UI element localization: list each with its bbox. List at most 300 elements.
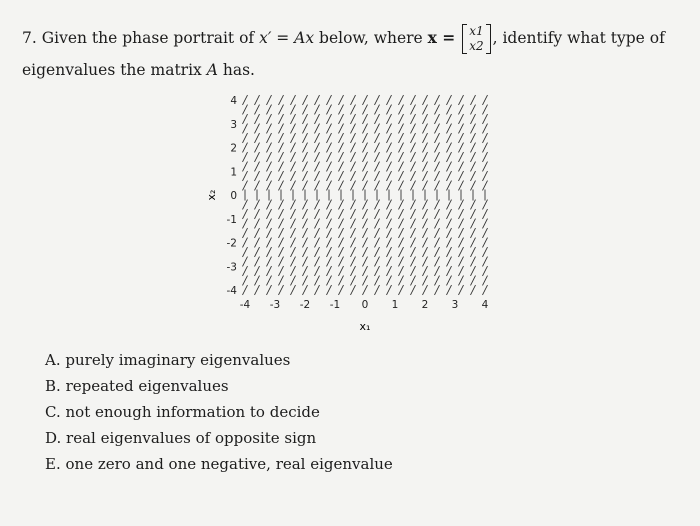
direction-arrow <box>399 257 404 267</box>
direction-arrow <box>399 133 404 143</box>
direction-arrow <box>255 228 260 238</box>
direction-arrow <box>375 181 380 191</box>
direction-arrow <box>471 228 476 238</box>
direction-arrow <box>411 247 416 257</box>
direction-arrow <box>399 181 404 191</box>
direction-arrow <box>375 114 380 124</box>
direction-arrow <box>483 238 488 248</box>
direction-arrow <box>399 143 404 153</box>
direction-arrow <box>375 209 380 219</box>
direction-arrow <box>327 257 332 267</box>
direction-arrow <box>435 114 440 124</box>
direction-arrow <box>435 171 440 181</box>
direction-arrow <box>435 266 440 276</box>
question-middle: below, where <box>314 29 428 47</box>
direction-arrow <box>435 162 440 172</box>
direction-arrow <box>267 238 272 248</box>
direction-arrow <box>387 238 392 248</box>
y-tick-label: 2 <box>230 142 237 155</box>
direction-arrow <box>339 105 344 115</box>
direction-arrow <box>471 209 476 219</box>
direction-arrow <box>339 285 344 295</box>
direction-arrow <box>459 114 464 124</box>
direction-arrow <box>411 257 416 267</box>
direction-arrow <box>447 238 452 248</box>
x-tick-label: -3 <box>269 299 281 311</box>
direction-arrow <box>375 162 380 172</box>
direction-arrow <box>483 114 488 124</box>
direction-arrow <box>327 276 332 286</box>
direction-arrow <box>267 105 272 115</box>
direction-arrow <box>339 200 344 210</box>
y-tick-labels <box>227 95 238 297</box>
direction-arrow <box>399 228 404 238</box>
direction-arrow <box>387 228 392 238</box>
direction-arrow <box>291 247 296 257</box>
direction-arrow <box>375 266 380 276</box>
direction-arrow <box>267 266 272 276</box>
direction-arrow <box>483 219 488 229</box>
direction-arrow <box>267 209 272 219</box>
direction-arrow <box>255 285 260 295</box>
direction-arrow <box>291 171 296 181</box>
direction-arrow <box>459 276 464 286</box>
direction-arrow <box>363 285 368 295</box>
direction-arrow <box>255 95 260 105</box>
direction-arrow <box>351 124 356 134</box>
direction-arrow <box>375 133 380 143</box>
direction-arrow <box>435 152 440 162</box>
direction-arrow <box>387 95 392 105</box>
direction-arrow <box>291 266 296 276</box>
direction-arrow <box>411 162 416 172</box>
direction-arrow <box>315 124 320 134</box>
direction-arrow <box>471 285 476 295</box>
direction-arrow <box>243 266 248 276</box>
direction-arrow <box>411 152 416 162</box>
direction-arrow <box>423 143 428 153</box>
direction-arrow <box>327 266 332 276</box>
direction-arrow <box>339 266 344 276</box>
direction-arrow <box>339 228 344 238</box>
direction-arrow <box>423 95 428 105</box>
direction-arrow <box>387 209 392 219</box>
direction-arrow <box>483 95 488 105</box>
direction-arrow <box>375 228 380 238</box>
direction-arrow <box>279 238 284 248</box>
direction-arrow <box>279 219 284 229</box>
answer-options <box>45 347 393 477</box>
direction-arrow <box>255 257 260 267</box>
direction-arrow <box>315 200 320 210</box>
direction-arrow <box>363 143 368 153</box>
direction-arrow <box>351 200 356 210</box>
direction-arrow <box>375 105 380 115</box>
direction-arrow <box>483 247 488 257</box>
direction-arrow <box>351 114 356 124</box>
direction-arrow <box>279 257 284 267</box>
direction-arrow <box>387 133 392 143</box>
direction-arrow <box>303 219 308 229</box>
direction-arrow <box>363 181 368 191</box>
direction-arrow <box>327 152 332 162</box>
direction-arrow <box>447 219 452 229</box>
direction-arrow <box>471 143 476 153</box>
direction-arrow <box>387 114 392 124</box>
direction-arrow <box>483 133 488 143</box>
direction-arrow <box>435 209 440 219</box>
direction-arrow <box>411 181 416 191</box>
direction-arrow <box>435 133 440 143</box>
direction-arrow <box>255 266 260 276</box>
direction-arrow <box>423 266 428 276</box>
direction-arrow <box>483 209 488 219</box>
direction-arrow <box>399 105 404 115</box>
x-tick-label: 3 <box>451 299 459 311</box>
option-a[interactable]: A. purely imaginary eigenvalues <box>45 351 291 369</box>
option-e[interactable]: E. one zero and one negative, real eigenvalue <box>45 455 393 473</box>
direction-arrow <box>483 276 488 286</box>
direction-arrow <box>291 124 296 134</box>
direction-arrow <box>279 124 284 134</box>
direction-arrow <box>243 95 248 105</box>
direction-arrow <box>255 105 260 115</box>
question-line2-end: has. <box>217 61 255 79</box>
direction-arrow <box>315 143 320 153</box>
direction-arrow <box>363 95 368 105</box>
direction-arrow <box>363 209 368 219</box>
direction-arrow <box>459 181 464 191</box>
vector-entry-2: x2 <box>469 39 484 53</box>
direction-arrow <box>483 228 488 238</box>
direction-arrow <box>363 238 368 248</box>
direction-arrow <box>375 200 380 210</box>
direction-arrow <box>267 171 272 181</box>
direction-arrow <box>339 247 344 257</box>
direction-arrow <box>363 152 368 162</box>
direction-arrow <box>447 124 452 134</box>
x-tick-label: -4 <box>239 299 251 311</box>
direction-arrow <box>303 238 308 248</box>
direction-arrow <box>303 228 308 238</box>
direction-arrow <box>279 276 284 286</box>
direction-arrow <box>279 143 284 153</box>
direction-arrow <box>447 285 452 295</box>
direction-arrow <box>387 285 392 295</box>
question-line1-end: , identify what type of <box>492 29 665 47</box>
direction-arrow <box>471 247 476 257</box>
direction-arrow <box>279 228 284 238</box>
direction-arrow <box>255 124 260 134</box>
direction-arrow <box>399 162 404 172</box>
direction-arrow <box>411 266 416 276</box>
direction-arrow <box>447 228 452 238</box>
direction-arrow <box>351 276 356 286</box>
direction-arrow <box>483 162 488 172</box>
direction-arrow <box>279 266 284 276</box>
direction-arrow <box>423 152 428 162</box>
direction-arrow <box>399 247 404 257</box>
direction-arrow <box>459 257 464 267</box>
direction-arrow <box>255 200 260 210</box>
direction-arrow <box>471 200 476 210</box>
direction-arrow <box>411 95 416 105</box>
direction-arrow <box>291 133 296 143</box>
direction-arrow <box>243 219 248 229</box>
direction-arrow <box>375 238 380 248</box>
direction-arrow <box>327 143 332 153</box>
direction-arrow <box>411 124 416 134</box>
direction-arrow <box>279 152 284 162</box>
direction-arrow <box>339 181 344 191</box>
x-tick-labels <box>240 299 489 311</box>
direction-arrow <box>339 143 344 153</box>
equation: x′ = Ax <box>259 29 315 47</box>
direction-arrow <box>339 238 344 248</box>
x-tick-label: -1 <box>329 299 341 311</box>
direction-arrow <box>351 219 356 229</box>
direction-arrow <box>339 219 344 229</box>
direction-arrow <box>267 95 272 105</box>
direction-arrow <box>363 171 368 181</box>
direction-arrow <box>267 247 272 257</box>
direction-arrow <box>279 133 284 143</box>
direction-arrow <box>315 257 320 267</box>
direction-arrow <box>327 124 332 134</box>
y-tick-label: -3 <box>226 261 237 274</box>
option-b[interactable]: B. repeated eigenvalues <box>45 377 229 395</box>
direction-arrow <box>255 114 260 124</box>
direction-arrow <box>243 133 248 143</box>
direction-arrow <box>339 152 344 162</box>
direction-arrow <box>423 133 428 143</box>
direction-arrow <box>255 238 260 248</box>
question-intro: Given the phase portrait of <box>41 29 260 47</box>
direction-arrow <box>267 181 272 191</box>
direction-arrow <box>267 228 272 238</box>
direction-arrow <box>471 266 476 276</box>
direction-arrow <box>291 143 296 153</box>
x-tick-label: 0 <box>361 299 369 311</box>
direction-arrow <box>483 105 488 115</box>
direction-arrow <box>327 200 332 210</box>
direction-arrow <box>399 152 404 162</box>
direction-arrow <box>435 228 440 238</box>
direction-arrow <box>267 133 272 143</box>
direction-arrow <box>387 219 392 229</box>
direction-arrow <box>255 152 260 162</box>
direction-arrow <box>399 124 404 134</box>
direction-arrow <box>459 162 464 172</box>
direction-arrow <box>435 219 440 229</box>
direction-arrow <box>459 143 464 153</box>
direction-arrow <box>267 285 272 295</box>
direction-arrow <box>363 276 368 286</box>
direction-arrow <box>411 276 416 286</box>
question-text <box>22 22 682 86</box>
direction-arrow <box>435 95 440 105</box>
direction-arrow <box>459 266 464 276</box>
direction-arrow <box>243 143 248 153</box>
direction-arrow <box>447 247 452 257</box>
direction-arrow <box>315 247 320 257</box>
direction-arrow <box>423 124 428 134</box>
direction-arrow <box>375 257 380 267</box>
direction-arrow <box>315 238 320 248</box>
direction-arrow <box>315 133 320 143</box>
direction-arrow <box>351 171 356 181</box>
direction-arrow <box>387 152 392 162</box>
direction-arrow <box>243 228 248 238</box>
direction-arrow <box>423 105 428 115</box>
direction-arrow <box>291 181 296 191</box>
question-line2: eigenvalues the matrix <box>22 61 207 79</box>
direction-arrow <box>363 247 368 257</box>
direction-arrow <box>243 200 248 210</box>
direction-arrow <box>375 285 380 295</box>
direction-arrow <box>423 200 428 210</box>
direction-arrow <box>423 171 428 181</box>
direction-arrow <box>255 133 260 143</box>
direction-arrow <box>471 257 476 267</box>
direction-arrow <box>243 238 248 248</box>
direction-arrow <box>243 257 248 267</box>
direction-arrow <box>375 152 380 162</box>
y-tick-label: 3 <box>230 118 237 131</box>
direction-arrow <box>471 181 476 191</box>
direction-arrow <box>291 114 296 124</box>
direction-arrow <box>291 285 296 295</box>
direction-arrow <box>327 209 332 219</box>
direction-arrow <box>483 181 488 191</box>
direction-arrow <box>291 238 296 248</box>
direction-arrow <box>315 171 320 181</box>
direction-arrow <box>411 171 416 181</box>
direction-arrow <box>267 276 272 286</box>
direction-arrow <box>447 133 452 143</box>
direction-arrow <box>363 228 368 238</box>
direction-arrow <box>315 266 320 276</box>
direction-arrow <box>351 162 356 172</box>
direction-arrow <box>387 266 392 276</box>
direction-arrow <box>303 143 308 153</box>
direction-arrow <box>399 238 404 248</box>
direction-arrow <box>363 105 368 115</box>
direction-arrow <box>255 209 260 219</box>
matrix-name: A <box>206 61 218 79</box>
direction-arrow <box>267 114 272 124</box>
direction-arrow <box>327 171 332 181</box>
direction-arrow <box>363 200 368 210</box>
x-tick-label: -2 <box>299 299 311 311</box>
direction-arrow <box>315 181 320 191</box>
direction-arrow <box>387 124 392 134</box>
direction-arrow <box>411 143 416 153</box>
direction-arrow <box>291 162 296 172</box>
direction-arrow <box>363 219 368 229</box>
direction-arrow <box>459 209 464 219</box>
direction-arrow <box>351 95 356 105</box>
direction-arrow <box>435 247 440 257</box>
direction-arrow <box>267 200 272 210</box>
direction-arrow <box>339 209 344 219</box>
option-d[interactable]: D. real eigenvalues of opposite sign <box>45 429 317 447</box>
direction-arrow <box>471 124 476 134</box>
x-axis-label: x₁ <box>359 320 371 333</box>
direction-arrow <box>447 162 452 172</box>
y-tick-label: 4 <box>230 95 237 107</box>
direction-arrow <box>243 209 248 219</box>
direction-arrow <box>315 285 320 295</box>
direction-arrow <box>351 152 356 162</box>
direction-arrow <box>267 257 272 267</box>
direction-arrow <box>387 181 392 191</box>
direction-arrow <box>399 219 404 229</box>
direction-arrow <box>459 152 464 162</box>
direction-arrow <box>291 152 296 162</box>
direction-arrow <box>375 219 380 229</box>
direction-arrow <box>435 257 440 267</box>
direction-arrow <box>411 105 416 115</box>
direction-arrow <box>471 238 476 248</box>
direction-arrow <box>315 219 320 229</box>
direction-arrow <box>327 162 332 172</box>
direction-arrow <box>471 219 476 229</box>
direction-arrow <box>315 162 320 172</box>
direction-arrow <box>423 238 428 248</box>
direction-arrow <box>279 285 284 295</box>
option-c[interactable]: C. not enough information to decide <box>45 403 320 421</box>
direction-arrow <box>423 209 428 219</box>
direction-arrow <box>351 228 356 238</box>
direction-arrow <box>435 276 440 286</box>
direction-arrow <box>291 95 296 105</box>
direction-arrow <box>363 257 368 267</box>
direction-arrow <box>351 143 356 153</box>
direction-arrow <box>435 143 440 153</box>
direction-arrow <box>327 228 332 238</box>
direction-arrow <box>399 285 404 295</box>
y-tick-label: 1 <box>230 166 237 179</box>
direction-arrow <box>423 285 428 295</box>
direction-arrow <box>423 247 428 257</box>
question-number: 7. <box>22 29 37 47</box>
y-axis-label: x₂ <box>205 189 218 201</box>
direction-arrow <box>459 124 464 134</box>
direction-arrow <box>303 171 308 181</box>
direction-arrow <box>351 133 356 143</box>
direction-arrow <box>243 152 248 162</box>
direction-arrow <box>279 162 284 172</box>
direction-arrow <box>471 105 476 115</box>
direction-arrow <box>375 171 380 181</box>
direction-arrow <box>435 285 440 295</box>
direction-arrow <box>459 238 464 248</box>
direction-arrow <box>303 257 308 267</box>
y-tick-label: -4 <box>226 285 237 297</box>
direction-arrow <box>255 276 260 286</box>
direction-arrow <box>303 105 308 115</box>
direction-arrow <box>375 143 380 153</box>
direction-arrow <box>327 133 332 143</box>
direction-arrow <box>327 285 332 295</box>
direction-arrow <box>375 247 380 257</box>
direction-arrow <box>303 133 308 143</box>
direction-arrow <box>243 247 248 257</box>
direction-arrow <box>387 200 392 210</box>
direction-arrow <box>267 219 272 229</box>
direction-arrow <box>399 200 404 210</box>
